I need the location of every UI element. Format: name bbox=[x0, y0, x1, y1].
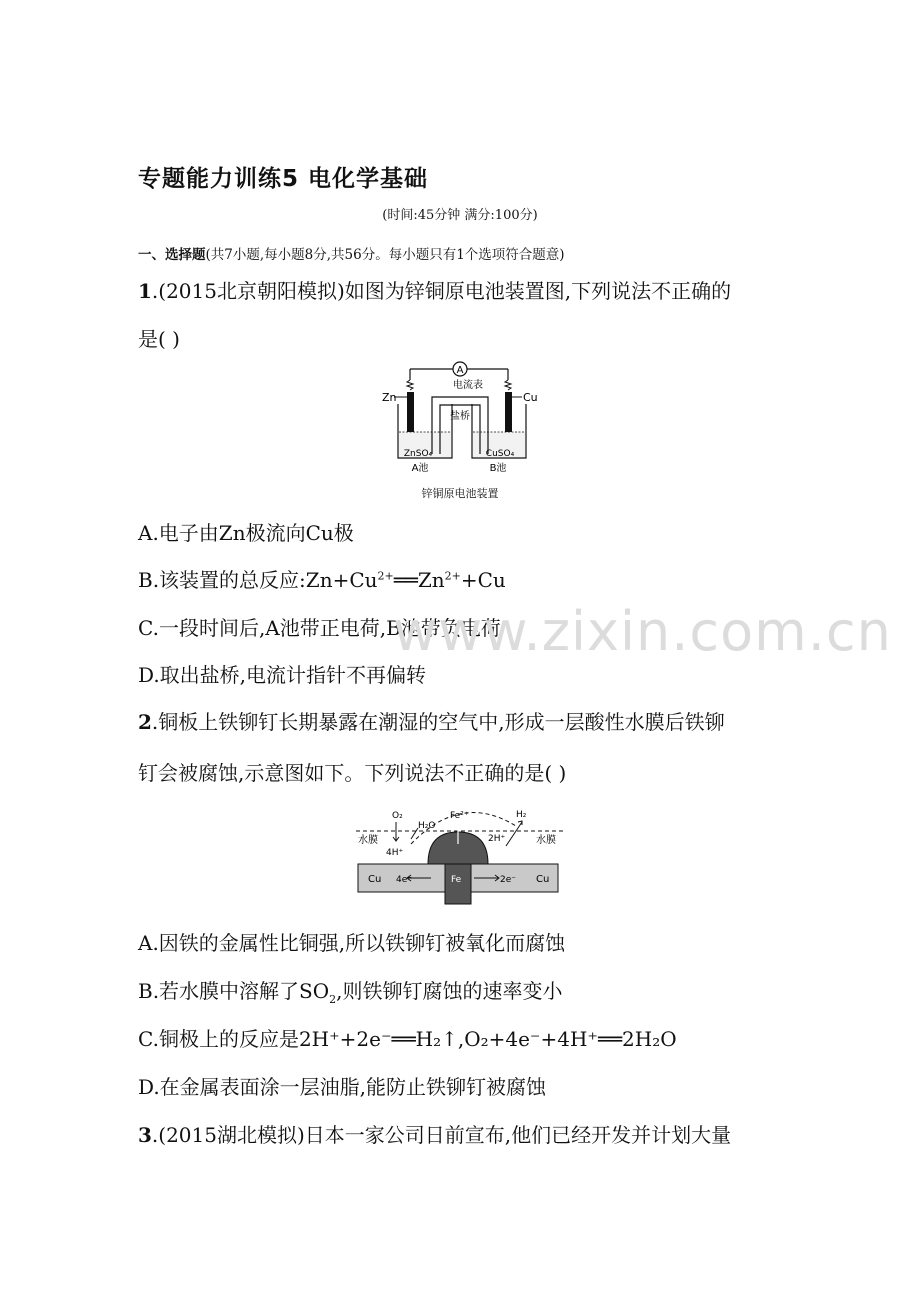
q1-option-b-text2: ══Zn bbox=[393, 568, 445, 592]
q3-stem-line1 bbox=[138, 1119, 731, 1148]
fe2-label: Fe²⁺ bbox=[450, 811, 469, 821]
q1-figure-caption: 锌铜原电池装置 bbox=[421, 487, 499, 500]
q2-option-b-text1: B.若水膜中溶解了SO bbox=[138, 979, 330, 1003]
e4-label: 4e⁻ bbox=[396, 875, 413, 885]
right-cell-label: B池 bbox=[489, 463, 507, 474]
q1-option-d: D.取出盐桥,电流计指针不再偏转 bbox=[138, 663, 427, 687]
h-plus-2-label: 2H⁺ bbox=[488, 834, 506, 844]
meter-label: 电流表 bbox=[453, 380, 483, 391]
cu-label: Cu bbox=[523, 391, 538, 404]
water-film-right-label: 水膜 bbox=[536, 835, 556, 846]
q1-number: 1 bbox=[138, 279, 152, 303]
right-solution-label: CuSO₄ bbox=[485, 449, 515, 459]
q1-option-a: A.电子由Zn极流向Cu极 bbox=[138, 521, 354, 545]
q1-stem-text: .(2015北京朝阳模拟)如图为锌铜原电池装置图,下列说法不正确的 bbox=[151, 279, 732, 303]
h2-label: H₂ bbox=[516, 810, 527, 820]
cu-left-label: Cu bbox=[368, 874, 382, 885]
fe-label: Fe bbox=[451, 875, 462, 885]
q3-number: 3 bbox=[138, 1123, 152, 1147]
water-film-left-label: 水膜 bbox=[358, 835, 378, 846]
salt-bridge-label: 盐桥 bbox=[450, 411, 470, 422]
q3-stem-text: .(2015湖北模拟)日本一家公司日前宣布,他们已经开发并计划大量 bbox=[151, 1123, 732, 1147]
q2-option-b bbox=[138, 975, 563, 1006]
section-label: 一、选择题 bbox=[138, 247, 206, 263]
q1-stem-line1 bbox=[138, 275, 731, 304]
q2-stem-text: .铜板上铁铆钉长期暴露在潮湿的空气中,形成一层酸性水膜后铁铆 bbox=[151, 710, 725, 734]
q1-option-b-charge1: 2+ bbox=[377, 569, 394, 583]
q1-option-b-text1: B.该装置的总反应:Zn+Cu bbox=[138, 568, 378, 592]
watermark: www.zixin.com.cn bbox=[393, 600, 892, 663]
q2-number: 2 bbox=[138, 710, 152, 734]
zn-label: Zn bbox=[382, 391, 397, 404]
left-solution-label: ZnSO₄ bbox=[403, 449, 433, 459]
q1-option-b-text3: +Cu bbox=[460, 568, 506, 592]
q1-option-c: C.一段时间后,A池带正电荷,B池带负电荷 bbox=[138, 616, 501, 640]
zinc-copper-cell-diagram bbox=[380, 358, 540, 478]
e2-label: 2e⁻ bbox=[500, 875, 517, 885]
q2-stem-line2: 钉会被腐蚀,示意图如下。下列说法不正确的是( ) bbox=[138, 761, 567, 785]
exam-meta: (时间:45分钟 满分:100分) bbox=[382, 208, 538, 223]
q2-option-b-text2: ,则铁铆钉腐蚀的速率变小 bbox=[336, 979, 563, 1003]
h2o-label: H₂O bbox=[418, 821, 436, 831]
section-desc: (共7小题,每小题8分,共56分。每小题只有1个选项符合题意) bbox=[205, 247, 565, 263]
q2-option-c: C.铜极上的反应是2H⁺+2e⁻══H₂↑,O₂+4e⁻+4H⁺══2H₂O bbox=[138, 1027, 677, 1051]
h-plus-4-label: 4H⁺ bbox=[386, 848, 404, 858]
q2-option-d: D.在金属表面涂一层油脂,能防止铁铆钉被腐蚀 bbox=[138, 1075, 547, 1099]
rivet-corrosion-diagram bbox=[356, 806, 566, 906]
page-title: 专题能力训练5 电化学基础 bbox=[138, 166, 429, 192]
q1-option-b-charge2: 2+ bbox=[444, 569, 461, 583]
q1-stem-line2: 是( ) bbox=[138, 327, 180, 351]
section-heading bbox=[138, 243, 565, 263]
q2-option-a: A.因铁的金属性比铜强,所以铁铆钉被氧化而腐蚀 bbox=[138, 931, 566, 955]
left-cell-label: A池 bbox=[411, 463, 429, 474]
ammeter-symbol: A bbox=[456, 365, 464, 376]
o2-label: O₂ bbox=[392, 811, 403, 821]
q1-option-b bbox=[138, 564, 506, 593]
cu-right-label: Cu bbox=[536, 874, 550, 885]
q2-stem-line1 bbox=[138, 706, 725, 735]
q2-option-b-subscript: 2 bbox=[329, 993, 337, 1006]
